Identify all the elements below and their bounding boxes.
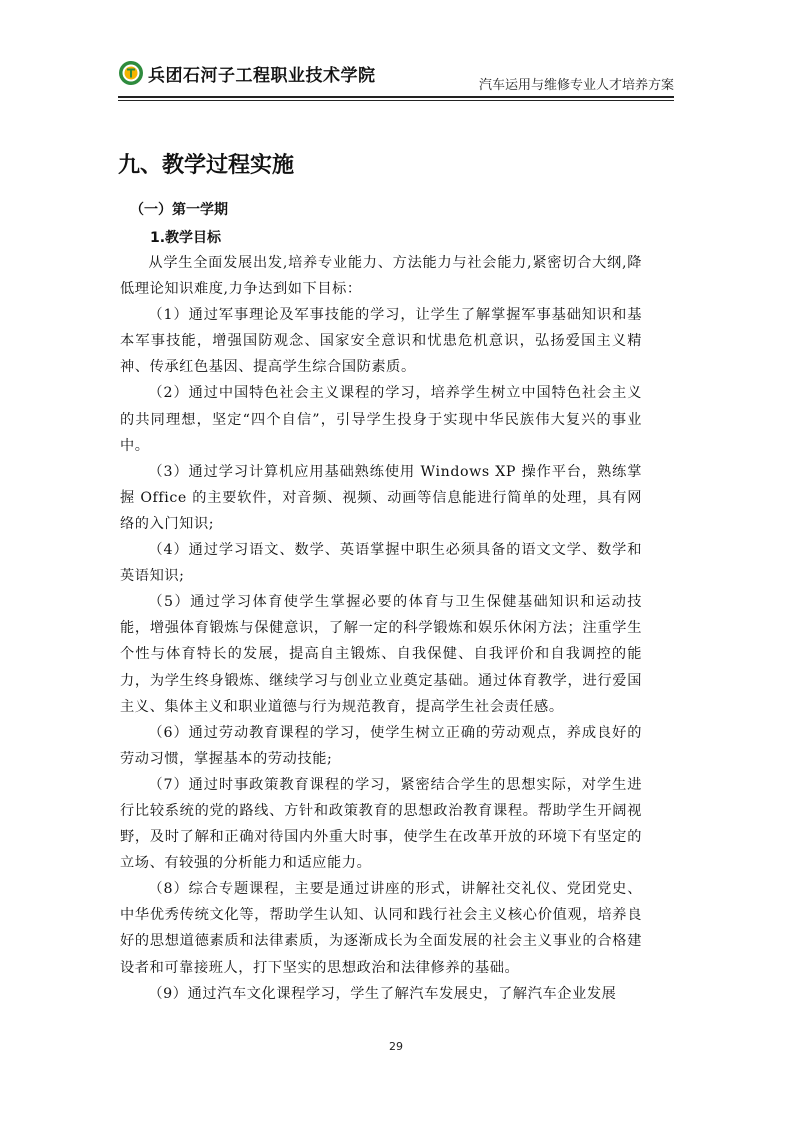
page-number: 29 <box>389 1040 403 1053</box>
subsubsection-title: 1.教学目标 <box>150 230 222 246</box>
body-text <box>120 250 642 1007</box>
paragraph: （7）通过时事政策教育课程的学习，紧密结合学生的思想实际，对学生进行比较系统的党的路线、方针和政策教育的思想政治教育课程。帮助学生开阔视野，及时了解和正确对待国内外重大时事，使学生在改革开放的环境下有坚定的立场、有较强的分析能力和适应能力。 <box>120 776 642 872</box>
header-rule-thin <box>118 100 674 101</box>
section-title: 九、教学过程实施 <box>118 153 295 178</box>
paragraph: （2）通过中国特色社会主义课程的学习，培养学生树立中国特色社会主义的共同理想，坚定“四个自信”，引导学生投身于实现中华民族伟大复兴的事业中。 <box>120 385 642 454</box>
program-title: 汽车运用与维修专业人才培养方案 <box>478 78 674 93</box>
school-name: 兵团石河子工程职业技术学院 <box>148 66 376 86</box>
paragraph: （8）综合专题课程，主要是通过讲座的形式，讲解社交礼仪、党团党史、中华优秀传统文化等，帮助学生认知、认同和践行社会主义核心价值观，培养良好的思想道德素质和法律素质，为逐渐成长为全面发展的社会主义事业的合格建设者和可靠接班人，打下坚实的思想政治和法律修养的基础。 <box>120 881 642 976</box>
paragraph: （4）通过学习语文、数学、英语掌握中职生必须具备的语文文学、数学和英语知识; <box>120 542 642 585</box>
paragraph: （5）通过学习体育使学生掌握必要的体育与卫生保健基础知识和运动技能，增强体育锻炼与保健意识，了解一定的科学锻炼和娱乐休闲方法；注重学生个性与体育特长的发展，提高自主锻炼、自我保健、自我评价和自我调控的能力，为学生终身锻炼、继续学习与创业立业奠定基础。通过体育教学，进行爱国主义、集体主义和职业道德与行为规范教育，提高学生社会责任感。 <box>120 594 642 715</box>
paragraph: （1）通过军事理论及军事技能的学习，让学生了解掌握军事基础知识和基本军事技能，增强国防观念、国家安全意识和忧患危机意识，弘扬爱国主义精神、传承红色基因、提高学生综合国防素质。 <box>120 307 642 376</box>
subsection-title: （一）第一学期 <box>130 202 228 218</box>
paragraph: （9）通过汽车文化课程学习，学生了解汽车发展史，了解汽车企业发展 <box>148 985 617 1002</box>
paragraph: 从学生全面发展出发,培养专业能力、方法能力与社会能力,紧密切合大纲,降低理论知识难度,力争达到如下目标： <box>120 255 642 298</box>
school-logo-icon <box>118 60 144 86</box>
page-header <box>118 52 674 104</box>
header-rule-thick <box>118 96 674 98</box>
paragraph: （6）通过劳动教育课程的学习，使学生树立正确的劳动观点，养成良好的劳动习惯，掌握基本的劳动技能; <box>120 724 642 767</box>
paragraph: （3）通过学习计算机应用基础熟练使用 Windows XP 操作平台，熟练掌握 Office 的主要软件，对音频、视频、动画等信息能进行简单的处理，具有网络的入门知识; <box>120 463 642 532</box>
